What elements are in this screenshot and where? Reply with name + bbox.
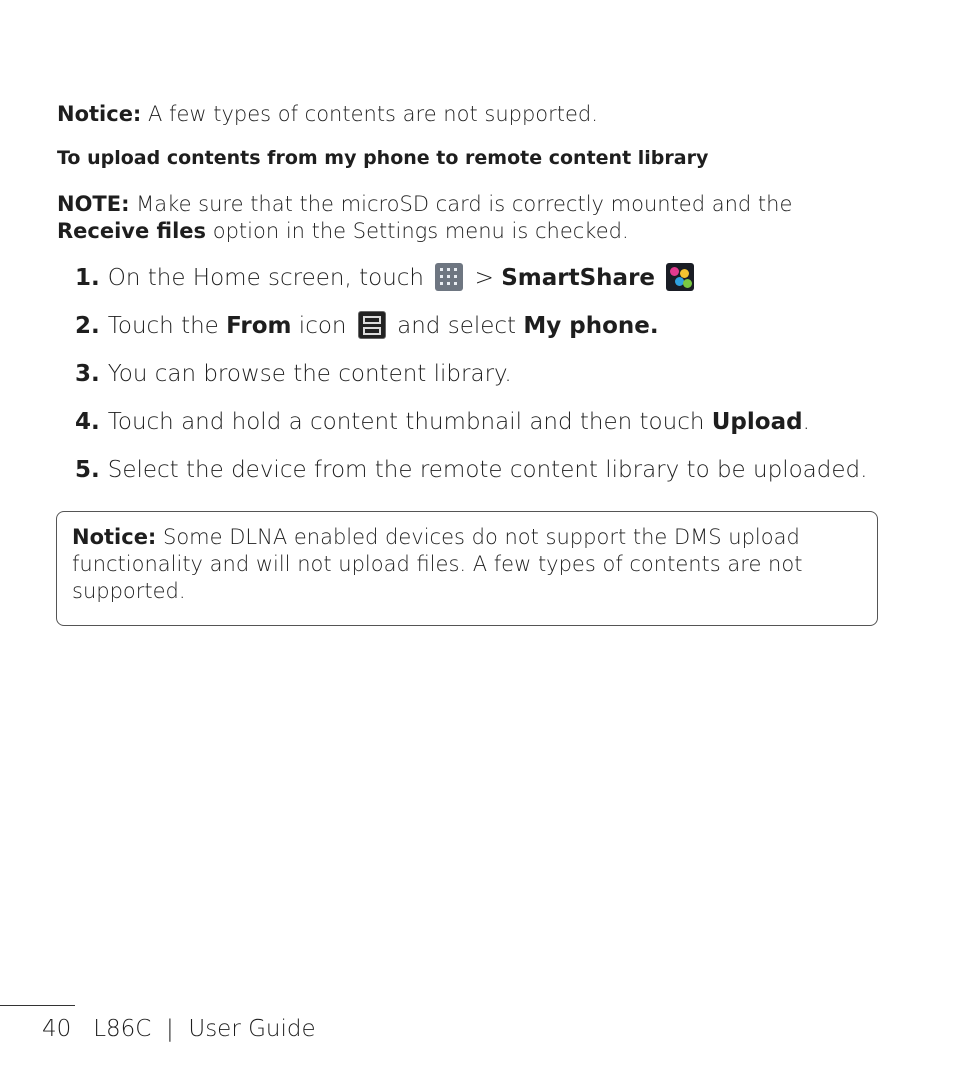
step-text: You can browse the content library. [107,361,512,387]
step-text: and select [389,313,524,339]
apps-icon [435,263,463,291]
from-term: From [226,313,292,339]
step-2 [75,310,895,358]
step-4 [75,406,895,454]
notice-text: A few types of contents are not supported. [141,102,598,126]
smartshare-term: SmartShare [501,265,656,291]
step-5 [75,454,895,502]
section-heading: To upload contents from my phone to remote content library [57,147,709,169]
upload-term: Upload [711,409,803,435]
page-footer [42,1016,316,1042]
notice-label: Notice: [57,102,142,126]
step-number: 3. [75,361,100,387]
notice-box [56,511,878,626]
steps-list [75,262,895,502]
step-number: 5. [75,457,100,483]
step-text: . [802,409,810,435]
notice-paragraph [57,101,877,128]
note-text-2: option in the Settings menu is checked. [206,219,629,243]
step-text: icon [291,313,354,339]
step-text: Touch and hold a content thumbnail and then touch [107,409,712,435]
model-name: L86C [93,1016,152,1042]
note-text-1: Make sure that the microSD card is correctly mounted and the [129,192,793,216]
guide-title: User Guide [188,1016,316,1042]
step-number: 1. [75,265,100,291]
step-3 [75,358,895,406]
step-1 [75,262,895,310]
note-paragraph [57,191,877,245]
my-phone-term: My phone. [523,313,659,339]
footer-rule [0,1005,75,1006]
step-text: > [467,265,502,291]
notice-box-label: Notice: [72,525,157,549]
step-text: On the Home screen, touch [107,265,432,291]
notice-box-text: Some DLNA enabled devices do not support the DMS upload functionality and will not upload files. A few types of contents are not supported. [72,525,803,603]
smartshare-icon [666,263,694,291]
footer-separator: | [165,1016,174,1042]
step-number: 4. [75,409,100,435]
step-text: Touch the [107,313,227,339]
step-text: Select the device from the remote content library to be uploaded. [107,457,868,483]
receive-files-term: Receive files [57,219,207,243]
page-number: 40 [42,1016,72,1042]
note-label: NOTE: [57,192,130,216]
from-icon [358,311,386,339]
step-number: 2. [75,313,100,339]
